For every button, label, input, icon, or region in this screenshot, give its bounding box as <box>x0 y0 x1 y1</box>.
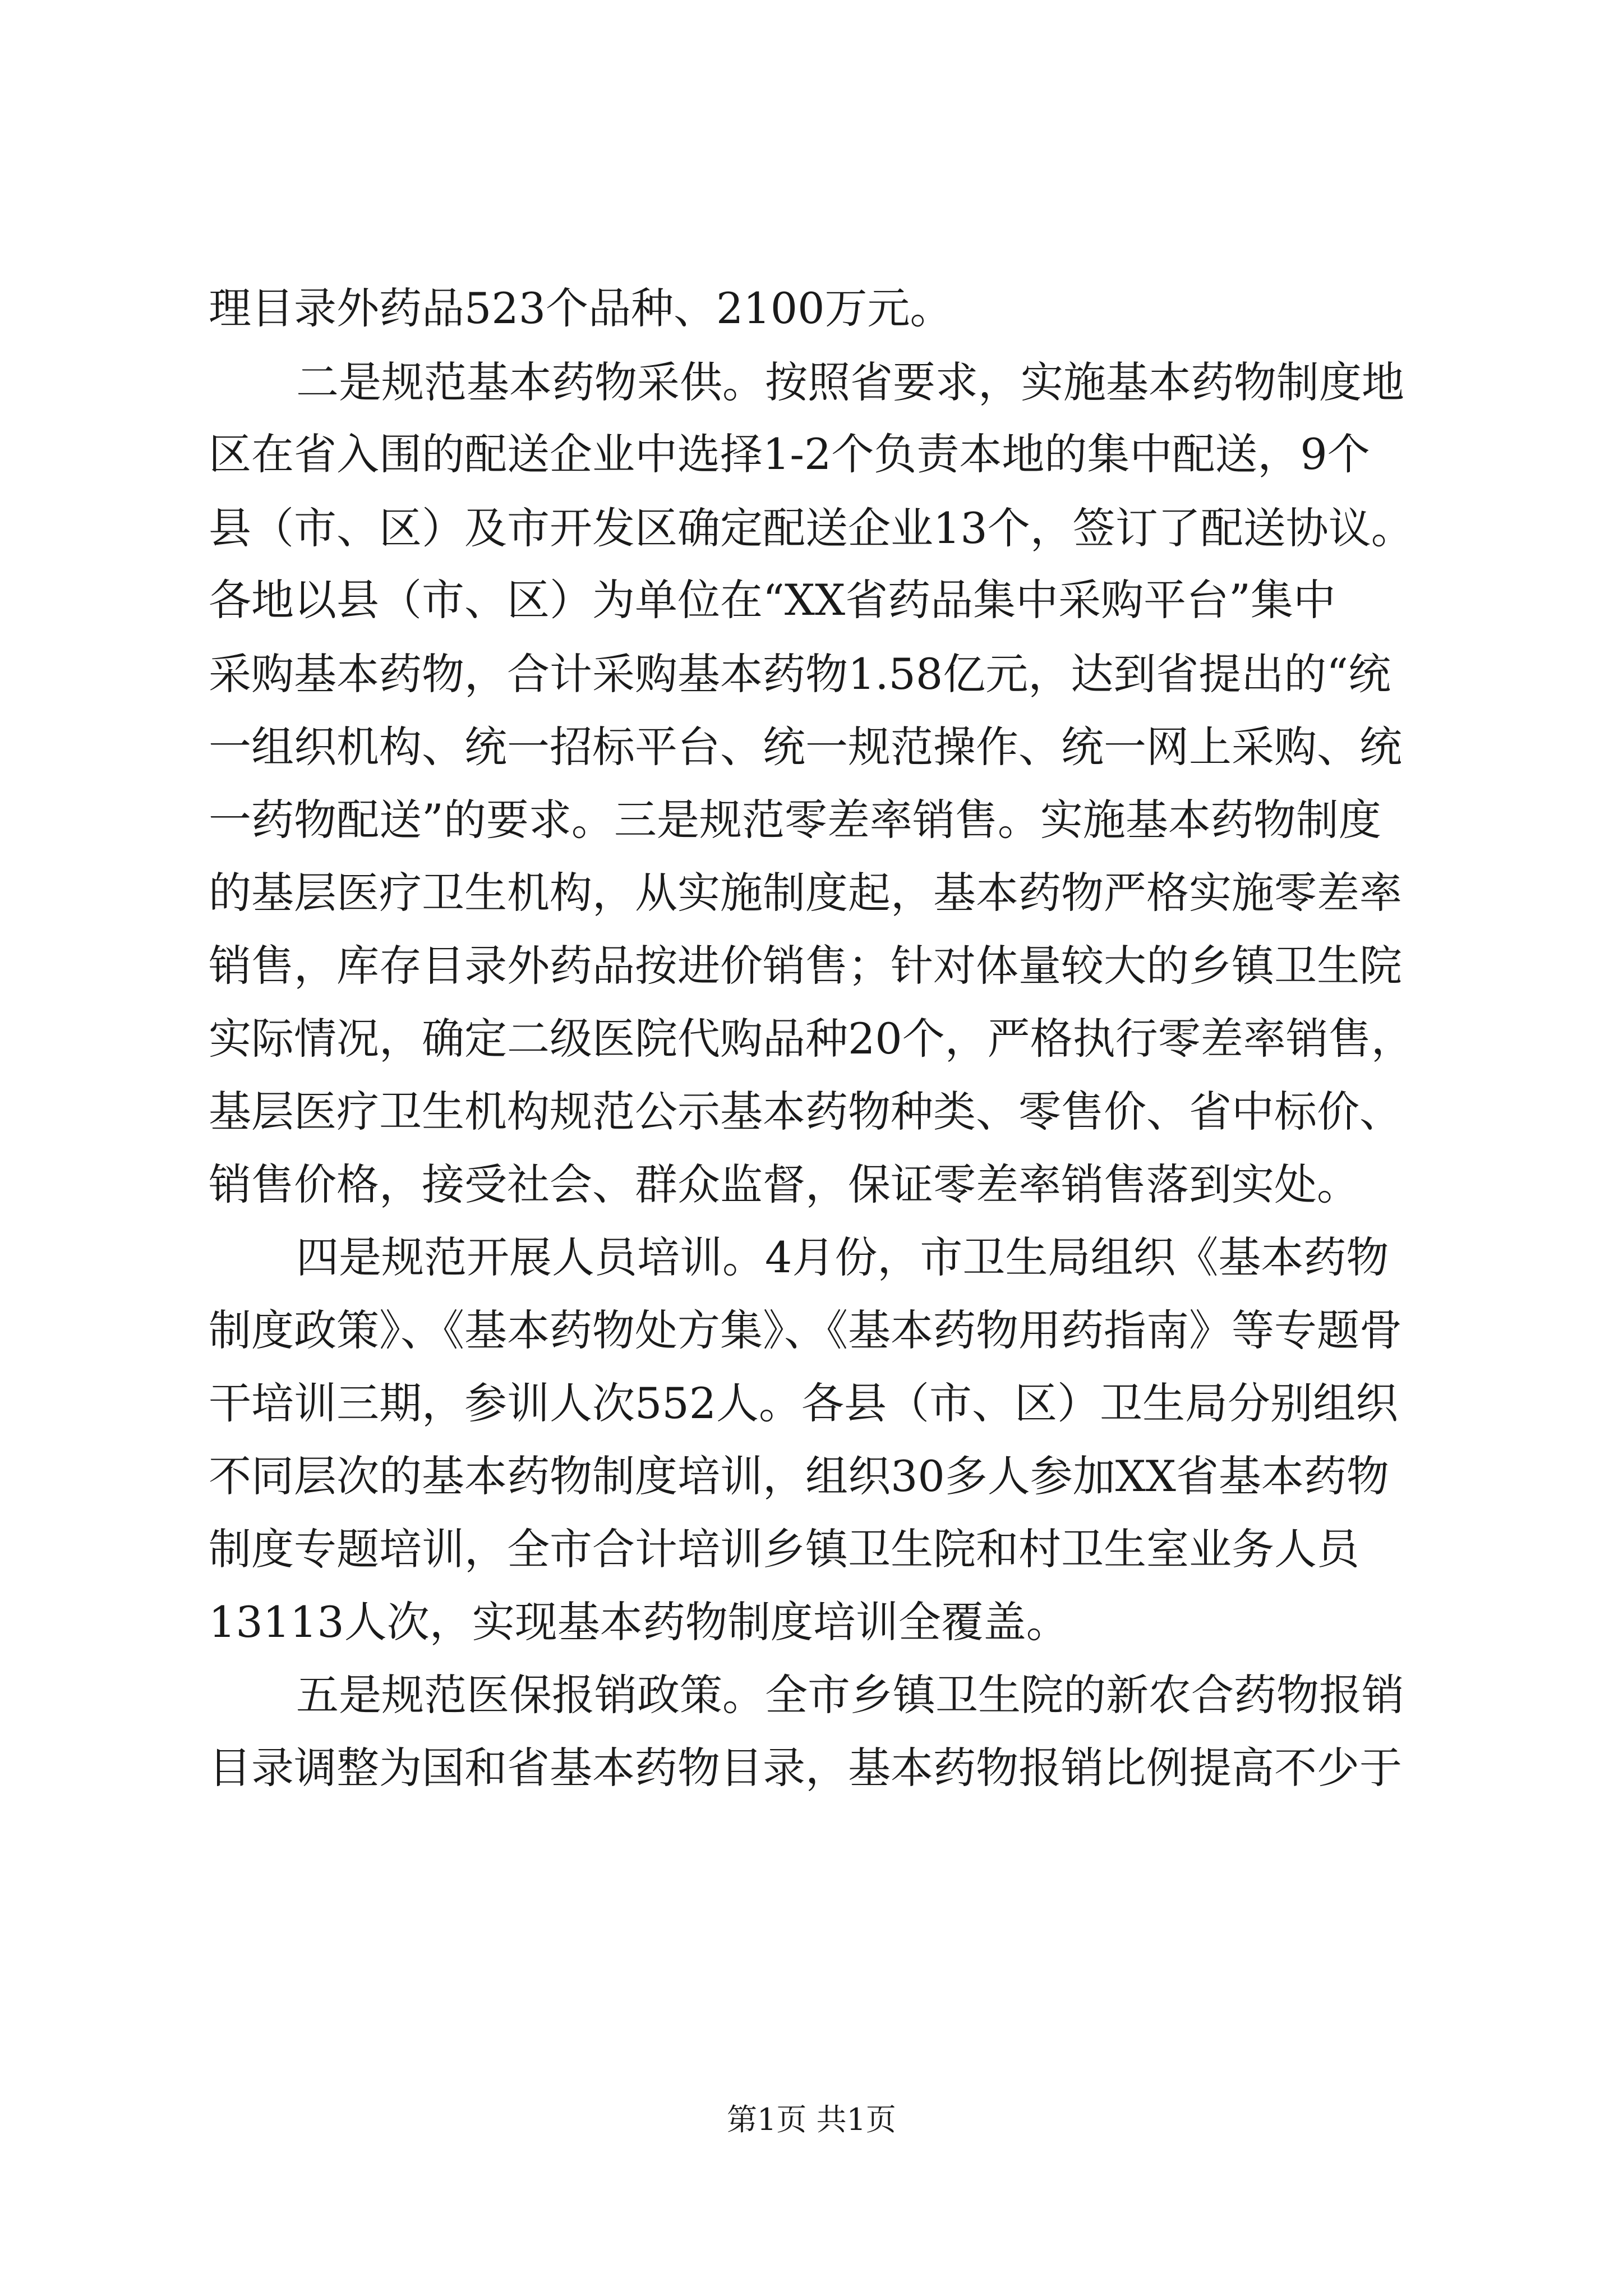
paragraph-start-line: 四是规范开展人员培训。4月份，市卫生局组织《基本药物 <box>296 1232 1389 1282</box>
text-line: 理目录外药品523个品种、2100万元。 <box>209 283 953 333</box>
text-line: 目录调整为国和省基本药物目录，基本药物报销比例提高不少于 <box>209 1743 1402 1793</box>
text-line: 区在省入围的配送企业中选择1-2个负责本地的集中配送，9个 <box>209 429 1370 479</box>
page-footer: 第1页 共1页 <box>727 2102 896 2137</box>
paragraph-start-line: 二是规范基本药物采供。按照省要求，实施基本药物制度地 <box>296 357 1404 407</box>
text-line: 干培训三期，参训人次552人。各县（市、区）卫生局分别组织 <box>209 1378 1399 1428</box>
text-line: 基层医疗卫生机构规范公示基本药物种类、零售价、省中标价、 <box>209 1087 1402 1137</box>
paragraph-start-line: 五是规范医保报销政策。全市乡镇卫生院的新农合药物报销 <box>296 1670 1404 1720</box>
text-line: 13113人次，实现基本药物制度培训全覆盖。 <box>209 1597 1069 1647</box>
text-line: 制度政策》、《基本药物处方集》、《基本药物用药指南》等专题骨 <box>209 1305 1402 1355</box>
text-line: 实际情况，确定二级医院代购品种20个，严格执行零差率销售， <box>209 1014 1414 1064</box>
text-line: 不同层次的基本药物制度培训，组织30多人参加XX省基本药物 <box>209 1451 1389 1501</box>
text-line: 一药物配送”的要求。三是规范零差率销售。实施基本药物制度 <box>209 795 1381 845</box>
text-line: 一组织机构、统一招标平台、统一规范操作、统一网上采购、统 <box>209 722 1402 772</box>
text-line: 销售价格，接受社会、群众监督，保证零差率销售落到实处。 <box>209 1159 1359 1209</box>
text-line: 的基层医疗卫生机构，从实施制度起，基本药物严格实施零差率 <box>209 868 1402 918</box>
text-line: 各地以县（市、区）为单位在“XX省药品集中采购平台”集中 <box>209 575 1336 625</box>
text-line: 县（市、区）及市开发区确定配送企业13个，签订了配送协议。 <box>209 503 1414 553</box>
text-line: 采购基本药物，合计采购基本药物1.58亿元，达到省提出的“统 <box>209 649 1391 699</box>
text-line: 销售，库存目录外药品按进价销售；针对体量较大的乡镇卫生院 <box>209 941 1402 991</box>
text-line: 制度专题培训，全市合计培训乡镇卫生院和村卫生室业务人员 <box>209 1524 1359 1574</box>
